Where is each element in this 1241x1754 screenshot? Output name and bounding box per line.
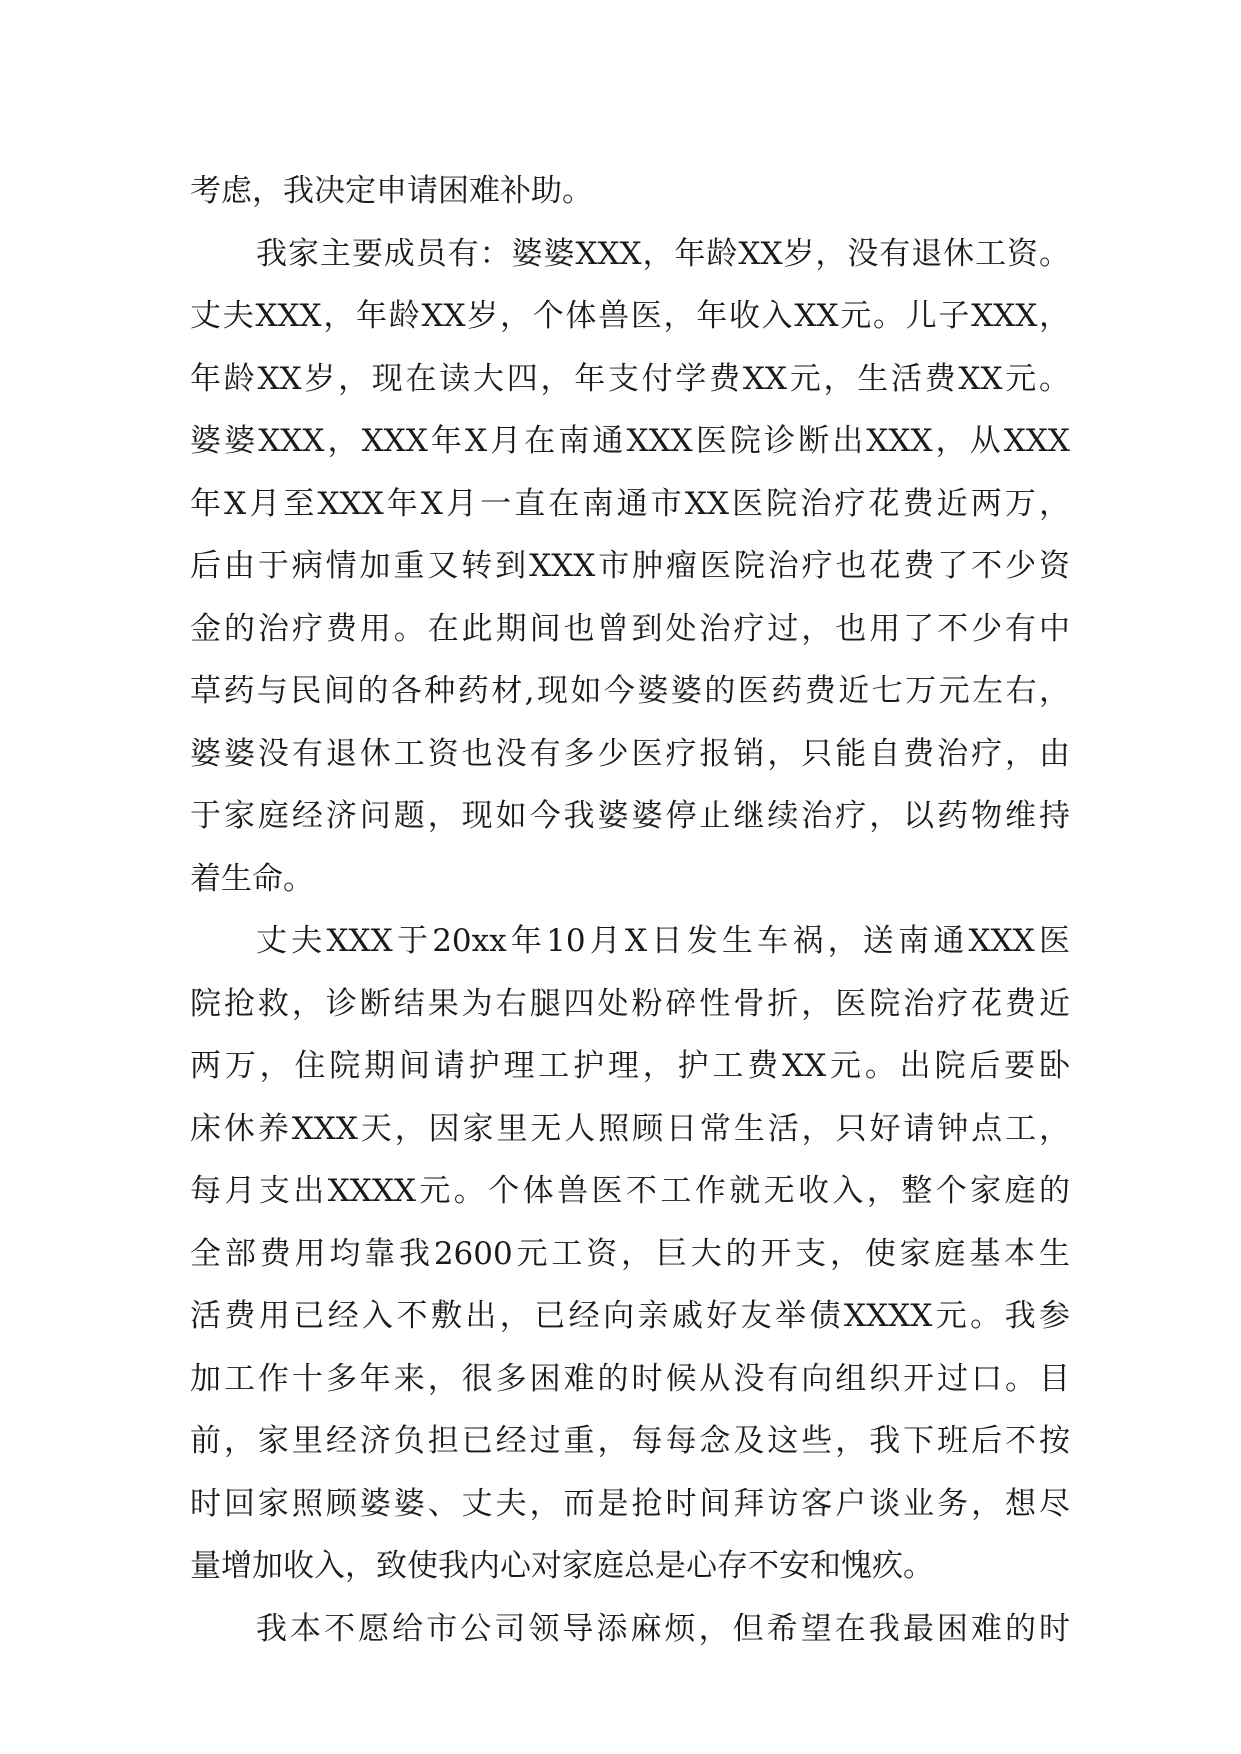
text-line: 婆婆没有退休工资也没有多少医疗报销，只能自费治疗，由 (190, 735, 1070, 772)
text-line: 加工作十多年来，很多困难的时候从没有向组织开过口。目 (190, 1360, 1070, 1397)
text-line: 年X月至XXX年X月一直在南通市XX医院治疗花费近两万， (190, 485, 1070, 522)
text-line: 草药与民间的各种药材,现如今婆婆的医药费近七万元左右， (190, 673, 1070, 709)
text-line: 婆婆XXX，XXX年X月在南通XXX医院诊断出XXX，从XXX (190, 423, 1070, 459)
text-line: 后由于病情加重又转到XXX市肿瘤医院治疗也花费了不少资 (190, 548, 1070, 584)
text-line: 每月支出XXXX元。个体兽医不工作就无收入，整个家庭的 (190, 1173, 1070, 1209)
text-line: 时回家照顾婆婆、丈夫，而是抢时间拜访客户谈业务，想尽 (190, 1485, 1070, 1522)
paragraph-first-line: 丈夫XXX于20xx年10月X日发生车祸，送南通XXX医 (256, 923, 1070, 959)
text-line: 活费用已经入不敷出，已经向亲戚好友举债XXXX元。我参 (190, 1298, 1070, 1334)
text-line: 床休养XXX天，因家里无人照顾日常生活，只好请钟点工， (190, 1110, 1070, 1147)
text-line: 丈夫XXX，年龄XX岁，个体兽医，年收入XX元。儿子XXX， (190, 298, 1070, 334)
text-line: 考虑，我决定申请困难补助。 (190, 173, 593, 209)
text-line: 于家庭经济问题，现如今我婆婆停止继续治疗，以药物维持 (190, 798, 1070, 834)
text-line: 着生命。 (190, 860, 314, 897)
text-line: 金的治疗费用。在此期间也曾到处治疗过，也用了不少有中 (190, 610, 1070, 647)
document-body (190, 160, 1070, 1660)
paragraph-first-line: 我本不愿给市公司领导添麻烦，但希望在我最困难的时 (256, 1610, 1070, 1647)
text-line: 量增加收入，致使我内心对家庭总是心存不安和愧疚。 (190, 1548, 934, 1584)
text-line: 两万，住院期间请护理工护理，护工费XX元。出院后要卧 (190, 1048, 1070, 1084)
paragraph-first-line: 我家主要成员有：婆婆XXX，年龄XX岁，没有退休工资。 (256, 235, 1070, 272)
text-line: 院抢救，诊断结果为右腿四处粉碎性骨折，医院治疗花费近 (190, 985, 1070, 1022)
text-line: 年龄XX岁，现在读大四，年支付学费XX元，生活费XX元。 (190, 360, 1070, 397)
text-line: 前，家里经济负担已经过重，每每念及这些，我下班后不按 (190, 1423, 1070, 1459)
text-line: 全部费用均靠我2600元工资，巨大的开支，使家庭基本生 (190, 1235, 1070, 1272)
